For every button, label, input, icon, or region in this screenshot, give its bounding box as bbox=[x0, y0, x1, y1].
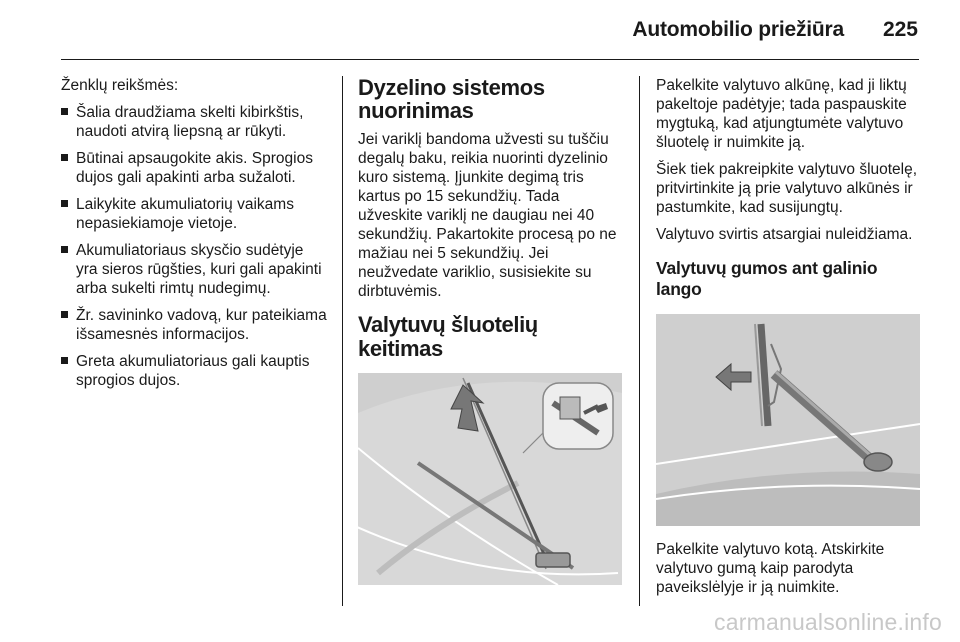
list-item bbox=[61, 306, 327, 344]
column-divider-right bbox=[639, 76, 640, 606]
list-item-text: Laikykite akumuliatorių vaikams nepasiekiamoje vietoje. bbox=[76, 196, 294, 232]
front-wiper-drawing bbox=[358, 373, 622, 585]
list-item bbox=[61, 103, 327, 141]
column-divider-left bbox=[342, 76, 343, 606]
page-number: 225 bbox=[882, 18, 918, 41]
list-item-text: Akumuliatoriaus skysčio sudėtyje yra sieros rūgšties, kuri gali apakinti arba sukelti rimtų nudegimų. bbox=[76, 242, 322, 297]
page-header bbox=[0, 0, 960, 62]
column-1 bbox=[61, 76, 327, 398]
list-item bbox=[61, 149, 327, 187]
wiper-blade-heading: Valytuvų šluotelių keitimas bbox=[358, 312, 538, 361]
wiper-step-3: Valytuvo svirtis atsargiai nuleidžiama. bbox=[656, 226, 913, 243]
list-item-text: Būtinai apsaugokite akis. Sprogios dujos gali apakinti arba sužaloti. bbox=[76, 150, 313, 186]
column-2 bbox=[358, 76, 626, 585]
bullet-square-icon bbox=[61, 311, 68, 318]
list-item-text: Šalia draudžiama skelti kibirkštis, naudoti atvirą liepsną ar rūkyti. bbox=[76, 104, 304, 140]
symbols-intro: Ženklų reikšmės: bbox=[61, 77, 179, 94]
list-item-text: Greta akumuliatoriaus gali kauptis sprogios dujos. bbox=[76, 353, 310, 389]
rear-wiper-heading: Valytuvų gumos ant galinio lango bbox=[656, 258, 878, 299]
wiper-step-1: Pakelkite valytuvo alkūnę, kad ji liktų pakeltoje padėtyje; tada paspauskite mygtuką, kad atjungtumėte valytuvo šluotelę ir nuimkite ją. bbox=[656, 77, 907, 151]
list-item bbox=[61, 241, 327, 298]
bullet-square-icon bbox=[61, 357, 68, 364]
column-3 bbox=[656, 76, 924, 605]
symbols-list bbox=[61, 103, 327, 390]
list-item bbox=[61, 352, 327, 390]
diesel-bleeding-paragraph: Jei variklį bandoma užvesti su tuščiu degalų baku, reikia nuorinti dyzelinio kuro sistemą. Įjunkite degimą tris kartus po 15 sekundžių. Tada užveskite variklį ne daugiau nei 40 sekundžių. Pakartokite procesą po ne mažiau nei 5 sekundžių. Jei neužvedate variklio, susisiekite su dirbtuvėmis. bbox=[358, 131, 617, 300]
watermark: carmanualsonline.info bbox=[714, 609, 942, 635]
header-divider bbox=[61, 59, 919, 60]
bullet-square-icon bbox=[61, 108, 68, 115]
list-item-text: Žr. savininko vadovą, kur pateikiama išsamesnės informacijos. bbox=[76, 307, 327, 343]
wiper-step-2: Šiek tiek pakreipkite valytuvo šluotelę, pritvirtinkite ją prie valytuvo alkūnės ir pastumkite, kad susijungtų. bbox=[656, 161, 918, 216]
bullet-square-icon bbox=[61, 200, 68, 207]
rear-wiper-drawing bbox=[656, 314, 920, 526]
diesel-bleeding-heading: Dyzelino sistemos nuorinimas bbox=[358, 75, 545, 123]
rear-wiper-illustration bbox=[656, 314, 920, 526]
bullet-square-icon bbox=[61, 154, 68, 161]
list-item bbox=[61, 195, 327, 233]
bullet-square-icon bbox=[61, 246, 68, 253]
rear-wiper-paragraph: Pakelkite valytuvo kotą. Atskirkite valytuvo gumą kaip parodyta paveikslėlyje ir ją nuimkite. bbox=[656, 541, 885, 596]
header-title: Automobilio priežiūra bbox=[632, 18, 844, 41]
front-wiper-illustration bbox=[358, 373, 622, 585]
